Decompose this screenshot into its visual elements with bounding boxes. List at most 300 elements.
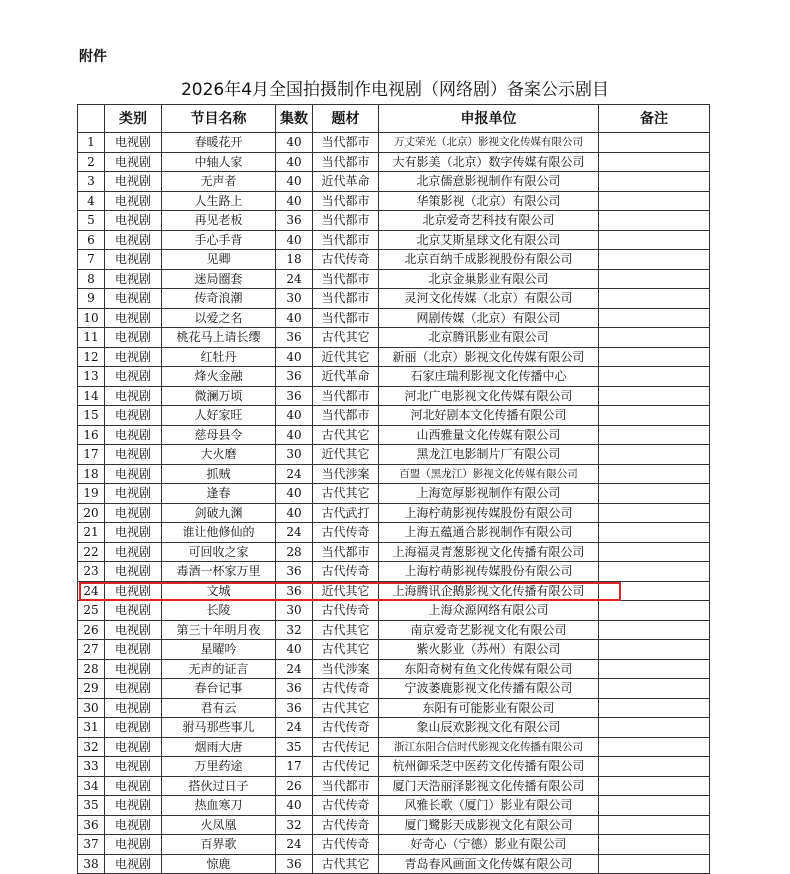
cell-name: 逢春 — [162, 484, 276, 504]
cell-episodes: 36 — [276, 698, 313, 718]
table-row — [78, 640, 710, 660]
cell-type: 电视剧 — [105, 796, 162, 816]
table-row — [78, 581, 710, 601]
cell-name: 红牡丹 — [162, 347, 276, 367]
cell-type: 电视剧 — [105, 776, 162, 796]
cell-episodes: 32 — [276, 815, 313, 835]
cell-name: 可回收之家 — [162, 542, 276, 562]
cell-name: 手心手背 — [162, 230, 276, 250]
cell-type: 电视剧 — [105, 152, 162, 172]
cell-note — [599, 601, 710, 621]
table-row — [78, 659, 710, 679]
cell-episodes: 18 — [276, 250, 313, 270]
cell-unit: 百盟（黑龙江）影视文化传媒有限公司 — [379, 464, 599, 484]
cell-name: 第三十年明月夜 — [162, 620, 276, 640]
cell-no: 4 — [78, 191, 105, 211]
cell-episodes: 30 — [276, 445, 313, 465]
cell-unit: 风雅长歌（厦门）影业有限公司 — [379, 796, 599, 816]
cell-no: 12 — [78, 347, 105, 367]
cell-name: 人生路上 — [162, 191, 276, 211]
cell-note — [599, 425, 710, 445]
table-row — [78, 737, 710, 757]
cell-no: 30 — [78, 698, 105, 718]
cell-theme: 当代都市 — [313, 230, 379, 250]
cell-type: 电视剧 — [105, 659, 162, 679]
cell-no: 7 — [78, 250, 105, 270]
cell-name: 传奇浪潮 — [162, 289, 276, 309]
cell-type: 电视剧 — [105, 640, 162, 660]
cell-note — [599, 718, 710, 738]
cell-episodes: 40 — [276, 406, 313, 426]
table-row — [78, 230, 710, 250]
cell-note — [599, 250, 710, 270]
cell-type: 电视剧 — [105, 620, 162, 640]
cell-theme: 当代都市 — [313, 386, 379, 406]
cell-type: 电视剧 — [105, 601, 162, 621]
cell-no: 21 — [78, 523, 105, 543]
cell-unit: 灵河文化传媒（北京）有限公司 — [379, 289, 599, 309]
cell-name: 毒酒一杯家万里 — [162, 562, 276, 582]
cell-theme: 古代其它 — [313, 854, 379, 874]
cell-no: 19 — [78, 484, 105, 504]
cell-theme: 古代传奇 — [313, 562, 379, 582]
cell-no: 36 — [78, 815, 105, 835]
table-row — [78, 133, 710, 153]
cell-no: 9 — [78, 289, 105, 309]
cell-no: 2 — [78, 152, 105, 172]
cell-unit: 北京腾讯影业有限公司 — [379, 328, 599, 348]
cell-no: 8 — [78, 269, 105, 289]
cell-unit: 大有影美（北京）数字传媒有限公司 — [379, 152, 599, 172]
cell-name: 春台记事 — [162, 679, 276, 699]
cell-note — [599, 835, 710, 855]
cell-name: 驸马那些事儿 — [162, 718, 276, 738]
cell-episodes: 40 — [276, 152, 313, 172]
cell-note — [599, 776, 710, 796]
cell-name: 惊鹿 — [162, 854, 276, 874]
cell-type: 电视剧 — [105, 698, 162, 718]
cell-unit: 厦门鹭影天成影视文化有限公司 — [379, 815, 599, 835]
table-row — [78, 698, 710, 718]
cell-type: 电视剧 — [105, 230, 162, 250]
cell-episodes: 30 — [276, 601, 313, 621]
cell-note — [599, 757, 710, 777]
cell-type: 电视剧 — [105, 484, 162, 504]
cell-episodes: 17 — [276, 757, 313, 777]
cell-unit: 杭州御采芝中医药文化传播有限公司 — [379, 757, 599, 777]
cell-type: 电视剧 — [105, 464, 162, 484]
cell-name: 微澜万顷 — [162, 386, 276, 406]
cell-unit: 上海宽厚影视制作有限公司 — [379, 484, 599, 504]
cell-episodes: 24 — [276, 718, 313, 738]
cell-no: 25 — [78, 601, 105, 621]
cell-theme: 当代涉案 — [313, 464, 379, 484]
cell-type: 电视剧 — [105, 835, 162, 855]
table-row — [78, 542, 710, 562]
cell-note — [599, 328, 710, 348]
cell-name: 见卿 — [162, 250, 276, 270]
col-header-no — [78, 105, 105, 133]
table-row — [78, 445, 710, 465]
cell-name: 谁让他修仙的 — [162, 523, 276, 543]
cell-name: 长陵 — [162, 601, 276, 621]
cell-unit: 浙江东阳合信时代影视文化传播有限公司 — [379, 737, 599, 757]
cell-theme: 古代传奇 — [313, 250, 379, 270]
cell-type: 电视剧 — [105, 523, 162, 543]
cell-note — [599, 815, 710, 835]
cell-unit: 好奇心（宁德）影业有限公司 — [379, 835, 599, 855]
cell-name: 中轴人家 — [162, 152, 276, 172]
table-row — [78, 601, 710, 621]
cell-no: 3 — [78, 172, 105, 192]
table-row — [78, 776, 710, 796]
cell-note — [599, 854, 710, 874]
cell-episodes: 40 — [276, 796, 313, 816]
table-row — [78, 308, 710, 328]
cell-theme: 古代传记 — [313, 737, 379, 757]
cell-type: 电视剧 — [105, 542, 162, 562]
col-header-type: 类别 — [105, 105, 162, 133]
table-row — [78, 250, 710, 270]
cell-type: 电视剧 — [105, 679, 162, 699]
cell-episodes: 35 — [276, 737, 313, 757]
cell-theme: 当代都市 — [313, 211, 379, 231]
cell-episodes: 24 — [276, 464, 313, 484]
cell-note — [599, 542, 710, 562]
cell-name: 星曜吟 — [162, 640, 276, 660]
cell-episodes: 36 — [276, 679, 313, 699]
cell-name: 君有云 — [162, 698, 276, 718]
cell-unit: 河北好剧本文化传播有限公司 — [379, 406, 599, 426]
cell-name: 无声者 — [162, 172, 276, 192]
cell-theme: 近代其它 — [313, 347, 379, 367]
cell-type: 电视剧 — [105, 367, 162, 387]
cell-episodes: 40 — [276, 191, 313, 211]
cell-type: 电视剧 — [105, 406, 162, 426]
cell-type: 电视剧 — [105, 757, 162, 777]
cell-note — [599, 620, 710, 640]
cell-theme: 古代其它 — [313, 640, 379, 660]
table-row — [78, 172, 710, 192]
cell-note — [599, 640, 710, 660]
cell-no: 28 — [78, 659, 105, 679]
cell-unit: 紫火影业（苏州）有限公司 — [379, 640, 599, 660]
cell-unit: 黑龙江电影制片厂有限公司 — [379, 445, 599, 465]
cell-theme: 古代传奇 — [313, 679, 379, 699]
table-row — [78, 523, 710, 543]
cell-name: 搭伙过日子 — [162, 776, 276, 796]
cell-theme: 古代武打 — [313, 503, 379, 523]
cell-unit: 北京艾斯星球文化有限公司 — [379, 230, 599, 250]
cell-note — [599, 308, 710, 328]
cell-type: 电视剧 — [105, 562, 162, 582]
cell-unit: 石家庄瑞利影视文化传播中心 — [379, 367, 599, 387]
cell-name: 抓贼 — [162, 464, 276, 484]
table-row — [78, 464, 710, 484]
col-header-unit: 申报单位 — [379, 105, 599, 133]
cell-type: 电视剧 — [105, 289, 162, 309]
table-row — [78, 620, 710, 640]
cell-theme: 古代传奇 — [313, 523, 379, 543]
cell-name: 万里药途 — [162, 757, 276, 777]
cell-no: 13 — [78, 367, 105, 387]
cell-note — [599, 152, 710, 172]
cell-no: 18 — [78, 464, 105, 484]
cell-type: 电视剧 — [105, 211, 162, 231]
cell-unit: 北京儒意影视制作有限公司 — [379, 172, 599, 192]
cell-episodes: 40 — [276, 347, 313, 367]
cell-note — [599, 133, 710, 153]
cell-unit: 华策影视（北京）有限公司 — [379, 191, 599, 211]
cell-episodes: 36 — [276, 386, 313, 406]
cell-theme: 当代都市 — [313, 776, 379, 796]
table-row — [78, 191, 710, 211]
cell-note — [599, 562, 710, 582]
cell-type: 电视剧 — [105, 815, 162, 835]
cell-type: 电视剧 — [105, 269, 162, 289]
cell-unit: 宁波萎鹿影视文化传播有限公司 — [379, 679, 599, 699]
cell-theme: 古代传奇 — [313, 815, 379, 835]
table-row — [78, 835, 710, 855]
cell-note — [599, 269, 710, 289]
table-row — [78, 406, 710, 426]
cell-type: 电视剧 — [105, 581, 162, 601]
cell-theme: 古代其它 — [313, 328, 379, 348]
cell-no: 1 — [78, 133, 105, 153]
table-row — [78, 854, 710, 874]
cell-type: 电视剧 — [105, 347, 162, 367]
cell-episodes: 26 — [276, 776, 313, 796]
cell-episodes: 36 — [276, 211, 313, 231]
cell-no: 5 — [78, 211, 105, 231]
cell-no: 22 — [78, 542, 105, 562]
cell-type: 电视剧 — [105, 172, 162, 192]
cell-no: 24 — [78, 581, 105, 601]
cell-type: 电视剧 — [105, 191, 162, 211]
cell-episodes: 40 — [276, 172, 313, 192]
cell-no: 27 — [78, 640, 105, 660]
cell-no: 32 — [78, 737, 105, 757]
page-title: 2026年4月全国拍摄制作电视剧（网络剧）备案公示剧目 — [180, 80, 610, 100]
cell-note — [599, 659, 710, 679]
col-header-note: 备注 — [599, 105, 710, 133]
cell-episodes: 40 — [276, 425, 313, 445]
cell-name: 人好家旺 — [162, 406, 276, 426]
cell-note — [599, 406, 710, 426]
cell-note — [599, 367, 710, 387]
cell-type: 电视剧 — [105, 445, 162, 465]
cell-theme: 近代革命 — [313, 367, 379, 387]
cell-unit: 上海福灵青葱影视文化传播有限公司 — [379, 542, 599, 562]
cell-theme: 近代其它 — [313, 445, 379, 465]
cell-no: 10 — [78, 308, 105, 328]
cell-unit: 上海柠萌影视传媒股份有限公司 — [379, 503, 599, 523]
cell-episodes: 40 — [276, 230, 313, 250]
cell-no: 16 — [78, 425, 105, 445]
cell-name: 热血寒刀 — [162, 796, 276, 816]
cell-unit: 北京金巢影业有限公司 — [379, 269, 599, 289]
cell-unit: 上海五蕴通合影视制作有限公司 — [379, 523, 599, 543]
cell-no: 35 — [78, 796, 105, 816]
cell-name: 再见老板 — [162, 211, 276, 231]
cell-note — [599, 737, 710, 757]
cell-theme: 古代传记 — [313, 757, 379, 777]
cell-type: 电视剧 — [105, 328, 162, 348]
cell-no: 20 — [78, 503, 105, 523]
cell-episodes: 24 — [276, 269, 313, 289]
cell-unit: 新丽（北京）影视文化传媒有限公司 — [379, 347, 599, 367]
cell-episodes: 36 — [276, 367, 313, 387]
cell-type: 电视剧 — [105, 308, 162, 328]
cell-note — [599, 698, 710, 718]
cell-unit: 厦门天浩丽泽影视文化传播有限公司 — [379, 776, 599, 796]
table-row — [78, 484, 710, 504]
cell-note — [599, 484, 710, 504]
cell-name: 桃花马上请长缨 — [162, 328, 276, 348]
table-row — [78, 386, 710, 406]
table-row — [78, 367, 710, 387]
cell-no: 6 — [78, 230, 105, 250]
cell-no: 17 — [78, 445, 105, 465]
cell-episodes: 36 — [276, 562, 313, 582]
cell-episodes: 36 — [276, 328, 313, 348]
cell-no: 15 — [78, 406, 105, 426]
drama-registration-table — [77, 104, 710, 874]
cell-no: 37 — [78, 835, 105, 855]
cell-theme: 当代涉案 — [313, 659, 379, 679]
cell-note — [599, 386, 710, 406]
cell-no: 38 — [78, 854, 105, 874]
cell-note — [599, 796, 710, 816]
cell-theme: 古代其它 — [313, 484, 379, 504]
cell-theme: 当代都市 — [313, 269, 379, 289]
cell-note — [599, 191, 710, 211]
cell-name: 文城 — [162, 581, 276, 601]
cell-unit: 上海柠萌影视传媒股份有限公司 — [379, 562, 599, 582]
cell-unit: 山西雅量文化传媒有限公司 — [379, 425, 599, 445]
cell-type: 电视剧 — [105, 425, 162, 445]
cell-episodes: 40 — [276, 308, 313, 328]
table-row — [78, 796, 710, 816]
cell-name: 春暖花开 — [162, 133, 276, 153]
cell-note — [599, 172, 710, 192]
cell-name: 大火磨 — [162, 445, 276, 465]
cell-no: 33 — [78, 757, 105, 777]
cell-type: 电视剧 — [105, 854, 162, 874]
cell-unit: 东阳奇树有鱼文化传媒有限公司 — [379, 659, 599, 679]
cell-unit: 河北广电影视文化传媒有限公司 — [379, 386, 599, 406]
cell-theme: 当代都市 — [313, 191, 379, 211]
cell-episodes: 36 — [276, 854, 313, 874]
cell-episodes: 40 — [276, 484, 313, 504]
table-row — [78, 815, 710, 835]
cell-name: 无声的证言 — [162, 659, 276, 679]
cell-no: 14 — [78, 386, 105, 406]
cell-unit: 网剧传媒（北京）有限公司 — [379, 308, 599, 328]
cell-episodes: 28 — [276, 542, 313, 562]
cell-episodes: 40 — [276, 640, 313, 660]
cell-episodes: 32 — [276, 620, 313, 640]
cell-episodes: 24 — [276, 835, 313, 855]
cell-episodes: 40 — [276, 133, 313, 153]
cell-type: 电视剧 — [105, 133, 162, 153]
cell-no: 26 — [78, 620, 105, 640]
cell-theme: 当代都市 — [313, 152, 379, 172]
table-row — [78, 757, 710, 777]
cell-type: 电视剧 — [105, 718, 162, 738]
cell-theme: 当代都市 — [313, 542, 379, 562]
cell-note — [599, 464, 710, 484]
cell-theme: 当代都市 — [313, 133, 379, 153]
cell-note — [599, 445, 710, 465]
table-row — [78, 211, 710, 231]
cell-theme: 近代革命 — [313, 172, 379, 192]
cell-note — [599, 503, 710, 523]
cell-type: 电视剧 — [105, 737, 162, 757]
table-row — [78, 347, 710, 367]
cell-no: 29 — [78, 679, 105, 699]
cell-no: 34 — [78, 776, 105, 796]
cell-theme: 古代传奇 — [313, 835, 379, 855]
attachment-label: 附件 — [79, 49, 107, 65]
cell-episodes: 24 — [276, 659, 313, 679]
cell-theme: 当代都市 — [313, 406, 379, 426]
cell-note — [599, 211, 710, 231]
col-header-episodes: 集数 — [276, 105, 313, 133]
table-row — [78, 718, 710, 738]
cell-unit: 北京百纳千成影视股份有限公司 — [379, 250, 599, 270]
cell-name: 烽火金融 — [162, 367, 276, 387]
cell-no: 31 — [78, 718, 105, 738]
table-row — [78, 425, 710, 445]
cell-note — [599, 581, 710, 601]
table-row — [78, 289, 710, 309]
cell-note — [599, 347, 710, 367]
cell-theme: 当代都市 — [313, 308, 379, 328]
cell-episodes: 24 — [276, 523, 313, 543]
table-row — [78, 562, 710, 582]
cell-theme: 古代其它 — [313, 620, 379, 640]
cell-theme: 古代传奇 — [313, 718, 379, 738]
cell-unit: 象山辰欢影视文化有限公司 — [379, 718, 599, 738]
cell-name: 剑破九渊 — [162, 503, 276, 523]
col-header-name: 节目名称 — [162, 105, 276, 133]
table-row — [78, 269, 710, 289]
cell-unit: 南京爱奇艺影视文化有限公司 — [379, 620, 599, 640]
cell-type: 电视剧 — [105, 503, 162, 523]
cell-theme: 近代其它 — [313, 581, 379, 601]
cell-name: 迷局圈套 — [162, 269, 276, 289]
cell-type: 电视剧 — [105, 386, 162, 406]
cell-note — [599, 289, 710, 309]
cell-name: 百界歌 — [162, 835, 276, 855]
cell-episodes: 40 — [276, 503, 313, 523]
cell-theme: 古代其它 — [313, 698, 379, 718]
cell-note — [599, 230, 710, 250]
table-row — [78, 328, 710, 348]
table-header-row — [78, 105, 710, 133]
cell-theme: 当代都市 — [313, 289, 379, 309]
cell-episodes: 30 — [276, 289, 313, 309]
cell-unit: 万丈荣光（北京）影视文化传媒有限公司 — [379, 133, 599, 153]
cell-type: 电视剧 — [105, 250, 162, 270]
cell-name: 火凤凰 — [162, 815, 276, 835]
table-row — [78, 679, 710, 699]
cell-unit: 青岛春风画面文化传媒有限公司 — [379, 854, 599, 874]
cell-unit: 东阳有可能影业有限公司 — [379, 698, 599, 718]
cell-unit: 北京爱奇艺科技有限公司 — [379, 211, 599, 231]
cell-unit: 上海众源网络有限公司 — [379, 601, 599, 621]
